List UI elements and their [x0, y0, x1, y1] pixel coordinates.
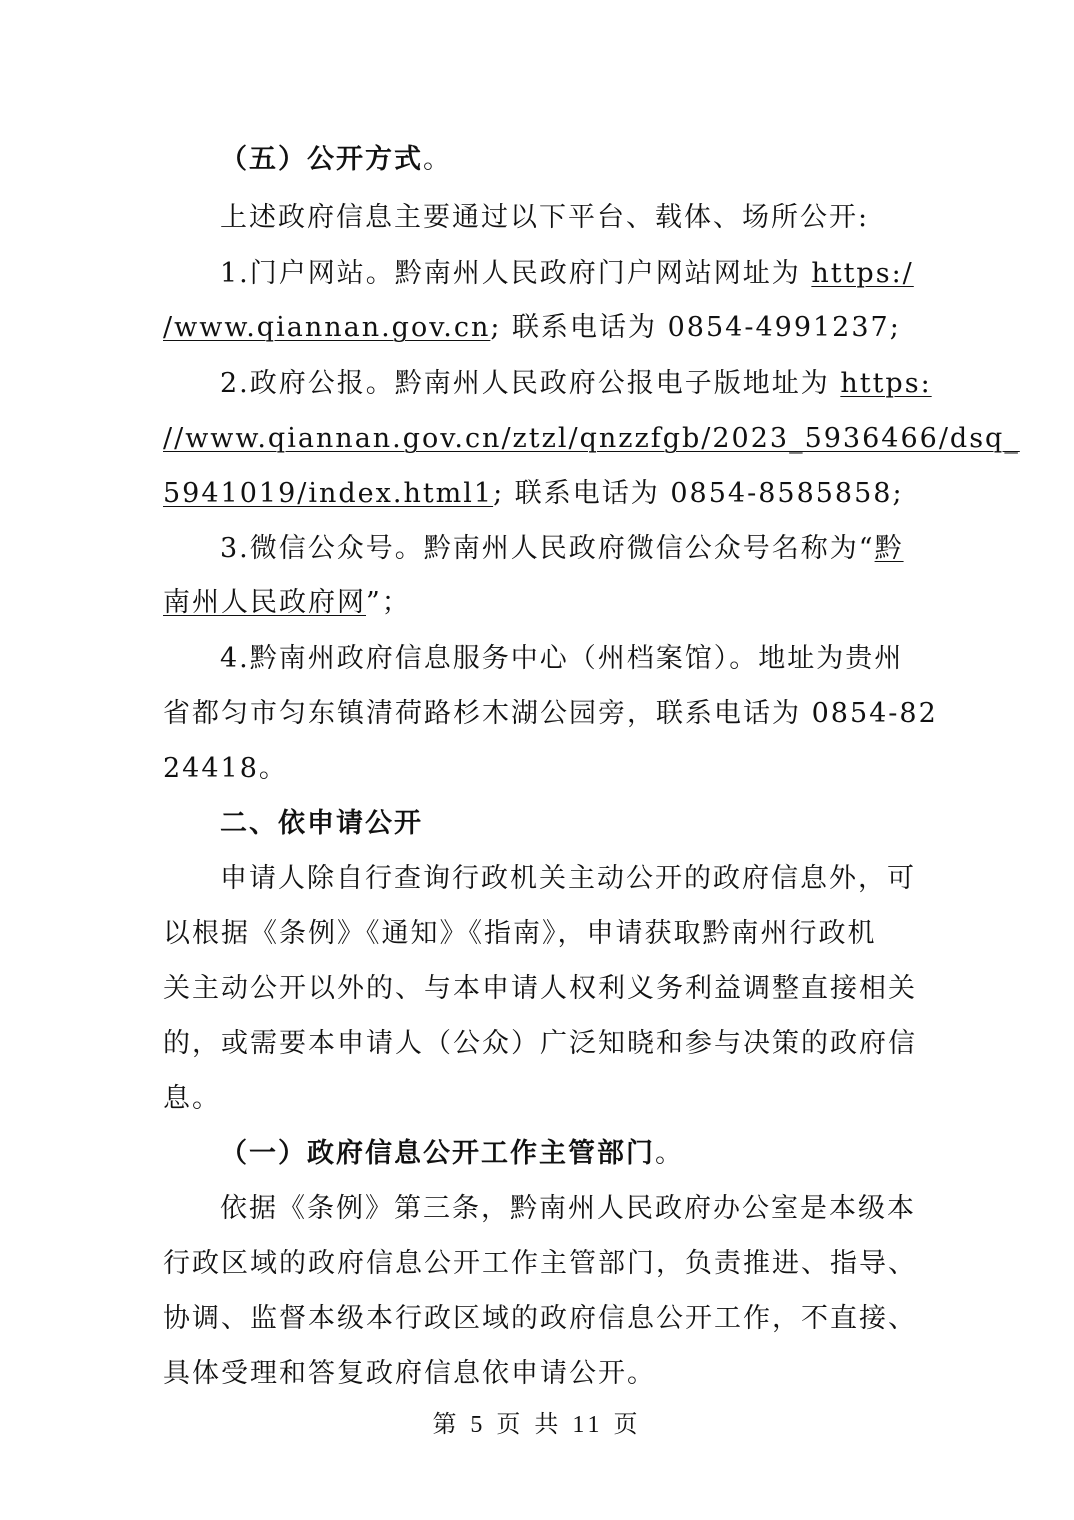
subsection-heading-dept: [220, 1134, 913, 1174]
intro-text: 上述政府信息主要通过以下平台、载体、场所公开:: [220, 202, 870, 233]
subsection-heading-text: （一）政府信息公开工作主管部门: [220, 1138, 655, 1169]
section-heading-publish-method: [220, 140, 913, 180]
item1-phone: ; 联系电话为 0854-4991237;: [490, 312, 901, 343]
item3-line1: [220, 529, 913, 569]
gazette-link-part1[interactable]: https:: [840, 368, 932, 399]
item2-text: 2.政府公报。黔南州人民政府公报电子版地址为: [220, 368, 841, 399]
section-heading-text: （五）公开方式: [220, 144, 423, 175]
item2-line1: [220, 364, 932, 404]
dept-para-line1: 依据《条例》第三条，黔南州人民政府办公室是本级本: [220, 1193, 916, 1224]
apply-para-line2: 以根据《条例》《通知》《指南》，申请获取黔南州行政机: [163, 918, 877, 949]
wechat-name-part1[interactable]: 黔: [874, 533, 904, 564]
item1-line2: [163, 308, 913, 348]
portal-link-part1[interactable]: https:/: [811, 258, 914, 289]
item4-line1: 4.黔南州政府信息服务中心（州档案馆）。地址为贵州: [220, 643, 904, 674]
gazette-link-part2[interactable]: //www.qiannan.gov.cn/ztzl/qnzzfgb/2023_5936466/dsq_: [163, 423, 1020, 454]
heading-punct: 。: [423, 144, 452, 175]
item3-punct: ”；: [366, 587, 411, 618]
page-number-footer: 第 5 页 共 11 页: [432, 1412, 642, 1438]
portal-link-part2[interactable]: /www.qiannan.gov.cn: [163, 312, 491, 343]
item1-line1: [220, 254, 913, 294]
item2-line3: [163, 474, 913, 514]
apply-para-line1: 申请人除自行查询行政机关主动公开的政府信息外，可: [220, 863, 916, 894]
item3-text: 3.微信公众号。黔南州人民政府微信公众号名称为“: [220, 533, 875, 564]
item1-text: 1.门户网站。黔南州人民政府门户网站网址为: [220, 258, 812, 289]
dept-para-line4: 具体受理和答复政府信息依申请公开。: [163, 1358, 656, 1389]
dept-para-line3: 协调、监督本级本行政区域的政府信息公开工作，不直接、: [163, 1303, 917, 1334]
section-heading-apply: 二、依申请公开: [220, 808, 423, 839]
dept-para-line2: 行政区域的政府信息公开工作主管部门，负责推进、指导、: [163, 1248, 917, 1279]
item2-phone: ; 联系电话为 0854-8585858;: [493, 478, 904, 509]
item4-line3: 24418。: [163, 753, 288, 784]
apply-para-line5: 息。: [163, 1083, 221, 1114]
wechat-name-part2[interactable]: 南州人民政府网: [163, 587, 366, 618]
item2-line2: [163, 419, 1020, 459]
item3-line2: [163, 583, 913, 623]
item4-line2: 省都匀市匀东镇清荷路杉木湖公园旁，联系电话为 0854-82: [163, 698, 938, 729]
gazette-link-part3[interactable]: 5941019/index.html1: [163, 478, 494, 509]
heading-punct: 。: [655, 1138, 684, 1169]
apply-para-line4: 的，或需要本申请人（公众）广泛知晓和参与决策的政府信: [163, 1028, 917, 1059]
apply-para-line3: 关主动公开以外的、与本申请人权利义务利益调整直接相关: [163, 973, 917, 1004]
